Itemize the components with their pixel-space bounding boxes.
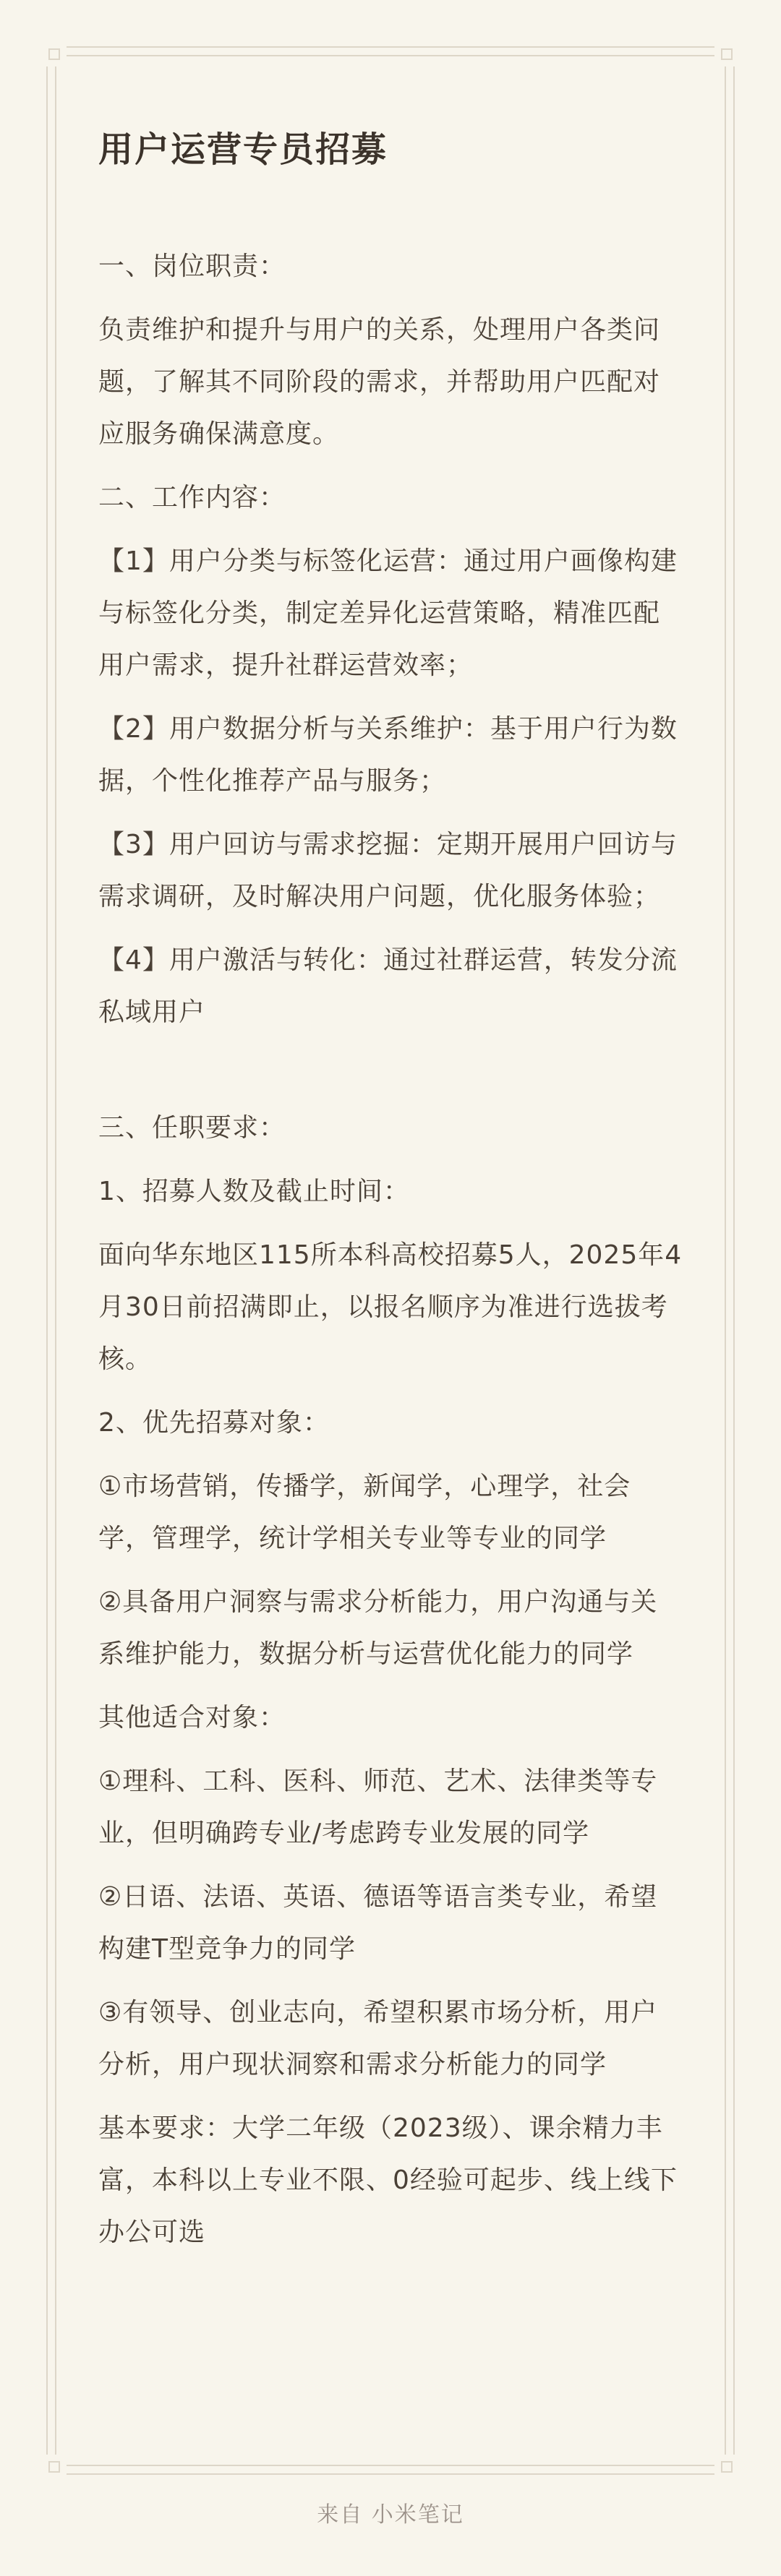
section-heading-duties: 一、岗位职责： (98, 252, 286, 282)
note-frame (46, 46, 735, 2475)
duties-text: 负责维护和提升与用户的关系，处理用户各类问题，了解其不同阶段的需求，并帮助用户匹配对应服务确保满意度。 (98, 315, 661, 450)
work-item-1: 【1】用户分类与标签化运营：通过用户画像构建与标签化分类，制定差异化运营策略，精准匹配用户需求，提升社群运营效率； (98, 546, 678, 681)
priority-item-1: ①市场营销，传播学，新闻学，心理学，社会学，管理学，统计学相关专业等专业的同学 (98, 1472, 631, 1554)
work-item-2: 【2】用户数据分析与关系维护：基于用户行为数据，个性化推荐产品与服务； (98, 714, 678, 797)
requirement-quota-text: 面向华东地区115所本科高校招募5人，2025年4月30日前招满即止，以报名顺序为准进行选拔考核。 (98, 1240, 683, 1375)
frame-corner-ornament (714, 2455, 739, 2479)
requirement-heading-priority: 2、优先招募对象： (98, 1408, 330, 1438)
note-title: 用户运营专员招募 (98, 129, 388, 170)
work-item-4: 【4】用户激活与转化：通过社群运营，转发分流私域用户 (98, 945, 678, 1028)
frame-corner-ornament (714, 42, 739, 66)
work-item-3: 【3】用户回访与需求挖掘：定期开展用户回访与需求调研，及时解决用户问题，优化服务体验； (98, 830, 678, 912)
section-heading-requirements: 三、任职要求： (98, 1113, 286, 1143)
other-candidates-item-1: ①理科、工科、医科、师范、艺术、法律类等专业，但明确跨专业/考虑跨专业发展的同学 (98, 1766, 658, 1849)
section-heading-work: 二、工作内容： (98, 483, 286, 513)
source-footer: 来自 小米笔记 (317, 2502, 464, 2528)
note-content (98, 126, 683, 2270)
frame-corner-ornament (42, 42, 67, 66)
other-candidates-heading: 其他适合对象： (98, 1703, 286, 1733)
priority-item-2: ②具备用户洞察与需求分析能力，用户沟通与关系维护能力，数据分析与运营优化能力的同学 (98, 1587, 658, 1670)
basic-requirements: 基本要求：大学二年级（2023级）、课余精力丰富，本科以上专业不限、0经验可起步、线上线下办公可选 (98, 2113, 678, 2248)
other-candidates-item-3: ③有领导、创业志向，希望积累市场分析，用户分析，用户现状洞察和需求分析能力的同学 (98, 1998, 658, 2080)
requirement-heading-quota: 1、招募人数及截止时间： (98, 1177, 410, 1207)
other-candidates-item-2: ②日语、法语、英语、德语等语言类专业，希望构建T型竞争力的同学 (98, 1882, 658, 1965)
frame-corner-ornament (42, 2455, 67, 2479)
